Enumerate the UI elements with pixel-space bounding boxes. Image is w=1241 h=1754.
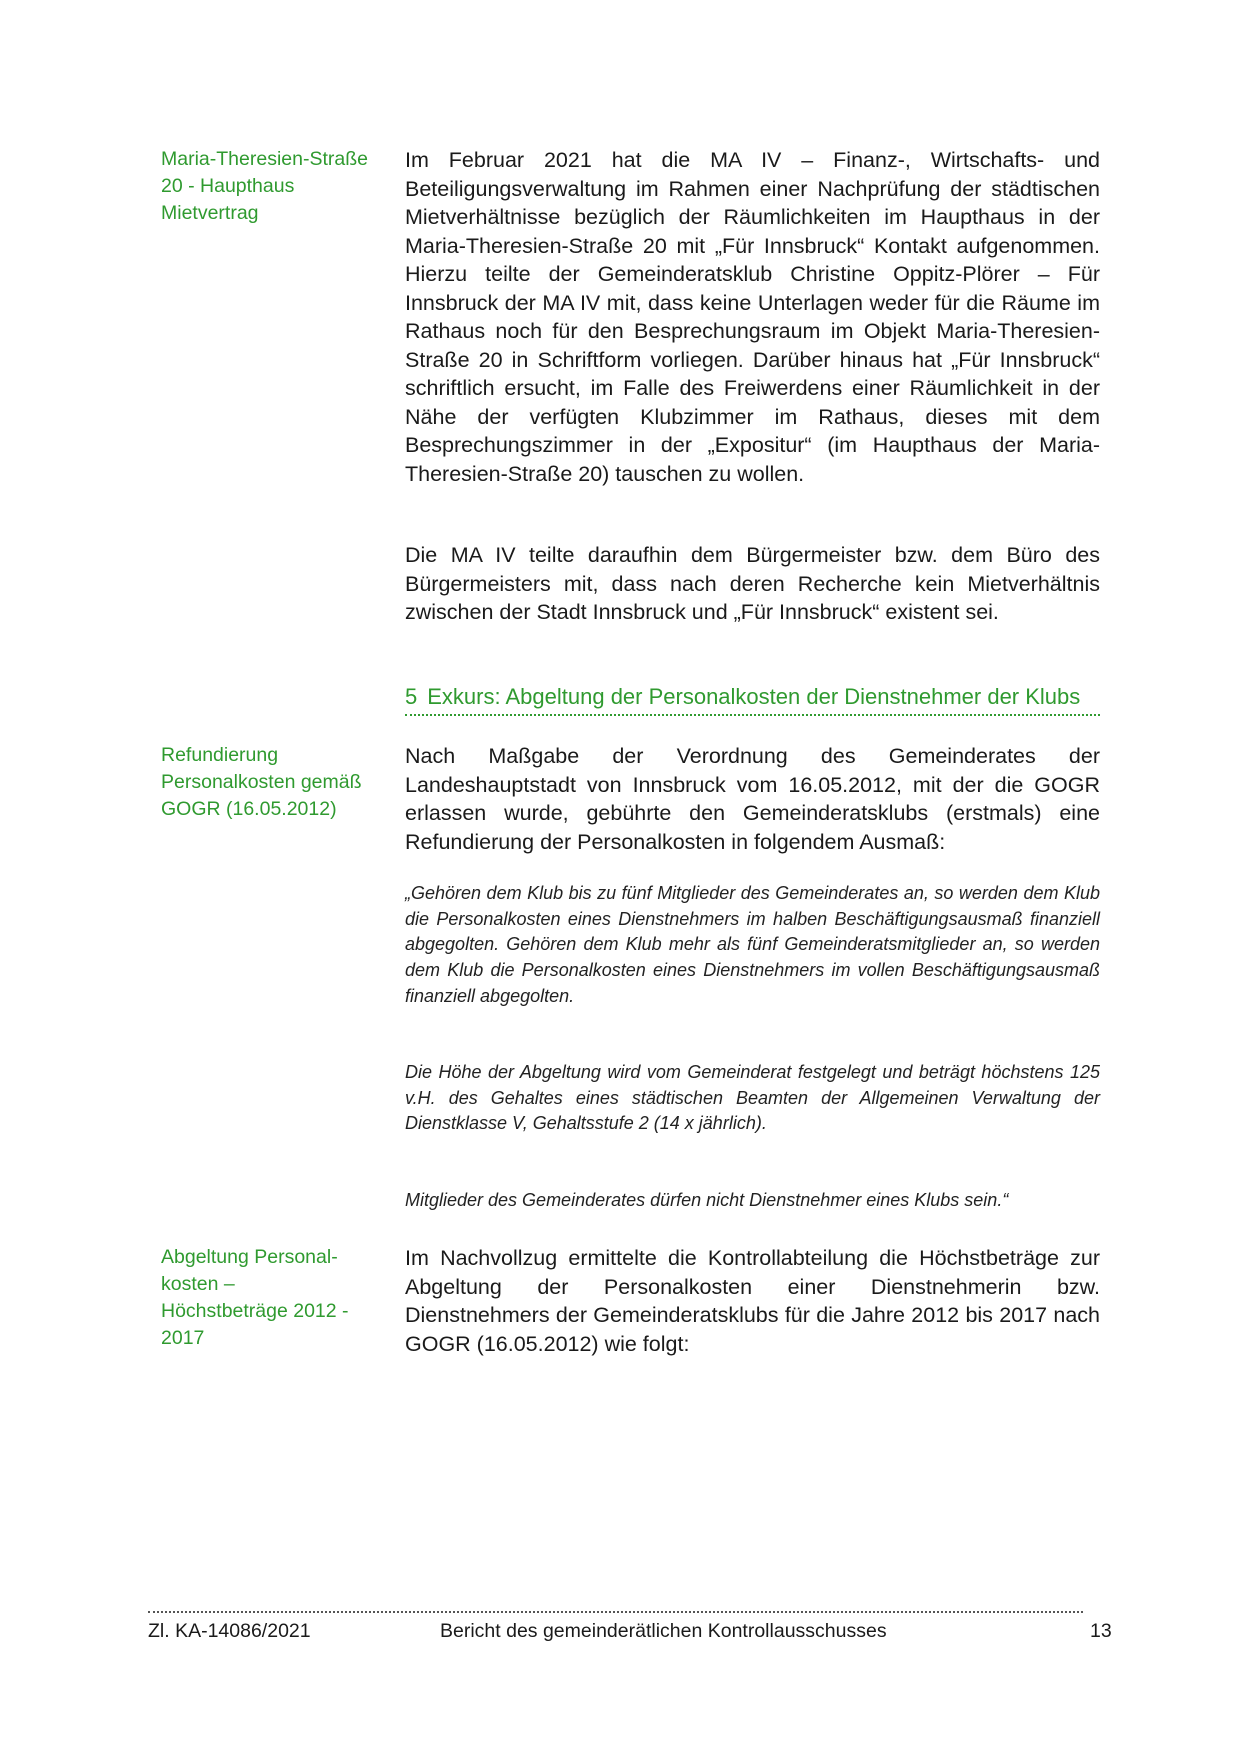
margin-note-mietvertrag <box>161 146 386 227</box>
margin-note-refundierung-text: Refundierung Personalkosten gemäß GOGR (16.05.2012) <box>161 744 362 820</box>
paragraph-refundierung: Nach Maßgabe der Verordnung des Gemeinderates der Landeshauptstadt von Innsbruck vom 16.05.2012, mit der die GOGR erlassen wurde, gebührte den Gemeinderatsklubs (erstmals) eine Refundierung der Personalkosten in folgendem Ausmaß: <box>405 744 1100 854</box>
margin-note-hoechstbetraege <box>161 1244 366 1352</box>
footer-reference: Zl. KA-14086/2021 <box>148 1620 311 1642</box>
quote-paragraph-1: „Gehören dem Klub bis zu fünf Mitglieder des Gemeinderates an, so werden dem Klub die Personalkosten eines Dienstnehmers im halben Beschäftigungsausmaß finanziell abgegolten. Gehören dem Klub mehr als fünf Gemeinderatsmitglieder an, so werden dem Klub die Personalkosten eines Dienstnehmers im vollen Beschäftigungsausmaß finanziell abgegolten. <box>405 883 1100 1006</box>
quote-paragraph-2: Die Höhe der Abgeltung wird vom Gemeinderat festgelegt und beträgt höchstens 125 v.H. des Gehaltes eines städtischen Beamten der Allgemeinen Verwaltung der Dienstklasse V, Gehaltsstufe 2 (14 x jährlich). <box>405 1062 1100 1134</box>
quote-paragraph-3: Mitglieder des Gemeinderates dürfen nicht Dienstnehmer eines Klubs sein.“ <box>405 1190 1009 1210</box>
paragraph-hoechstbetraege: Im Nachvollzug ermittelte die Kontrollabteilung die Höchstbeträge zur Abgeltung der Personalkosten einer Dienstnehmerin bzw. Dienstnehmers der Gemeinderatsklubs für die Jahre 2012 bis 2017 nach GOGR (16.05.2012) wie folgt: <box>405 1246 1100 1356</box>
paragraph-mietverhaeltnis: Im Februar 2021 hat die MA IV – Finanz-, Wirtschafts- und Beteiligungsverwaltung im Rahmen einer Nachprüfung der städtischen Mietverhältnisse bezüglich der Räumlichkeiten im Haupthaus in der Maria-Theresien-Straße 20 mit „Für Innsbruck“ Kontakt aufgenommen. Hierzu teilte der Gemeinderatsklub Christine Oppitz-Plörer – Für Innsbruck der MA IV mit, dass keine Unterlagen weder für die Räume im Rathaus noch für den Besprechungsraum im Objekt Maria-Theresien-Straße 20 in Schriftform vorliegen. Darüber hinaus hat „Für Innsbruck“ schriftlich ersucht, im Falle des Freiwerdens einer Räumlichkeit in der Nähe der verfügten Klubzimmer im Rathaus, dieses mit dem Besprechungszimmer in der „Expositur“ (im Haupthaus der Maria-Theresien-Straße 20) tauschen zu wollen. <box>405 148 1100 486</box>
footer-page-number: 13 <box>1090 1620 1112 1642</box>
section-heading <box>405 684 1100 716</box>
footer-divider <box>148 1611 1083 1613</box>
section-heading-number: 5 <box>405 684 418 709</box>
section-heading-title: Exkurs: Abgeltung der Personalkosten der Dienstnehmer der Klubs <box>427 684 1081 709</box>
margin-note-mietvertrag-text: Maria-Theresien-Straße 20 - Haupthaus Mietvertrag <box>161 148 368 224</box>
margin-note-refundierung <box>161 742 376 823</box>
footer-title: Bericht des gemeinderätlichen Kontrollausschusses <box>440 1620 887 1642</box>
paragraph-ma-iv-mitteilung: Die MA IV teilte daraufhin dem Bürgermeister bzw. dem Büro des Bürgermeisters mit, dass nach deren Recherche kein Mietverhältnis zwischen der Stadt Innsbruck und „Für Innsbruck“ existent sei. <box>405 543 1100 624</box>
margin-note-hoechstbetraege-text: Abgeltung Personal-kosten – Höchstbeträge 2012 - 2017 <box>161 1246 349 1349</box>
